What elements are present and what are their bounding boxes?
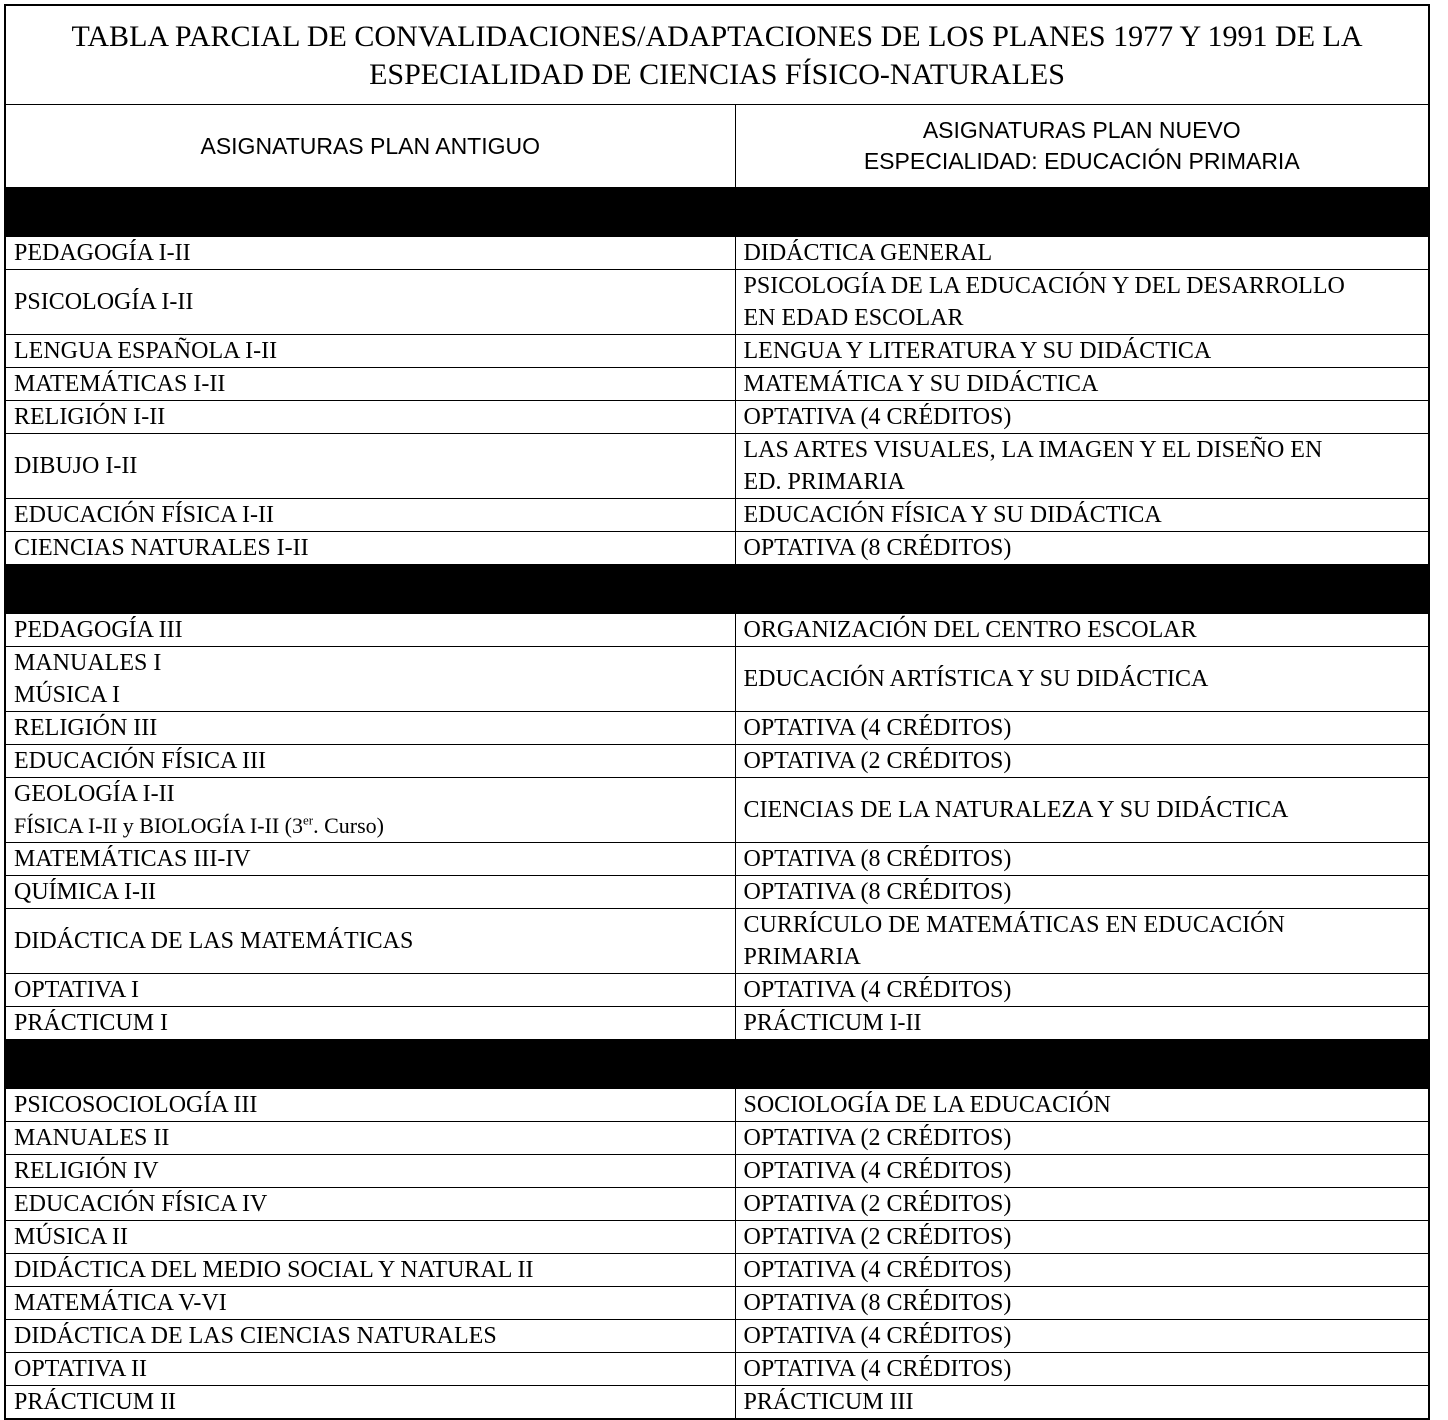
- new-subject-line: OPTATIVA (2 CRÉDITOS): [743, 1125, 1012, 1151]
- old-subject-cell: [5, 1386, 735, 1420]
- table-row: [5, 614, 1429, 647]
- new-subject-line: OPTATIVA (2 CRÉDITOS): [743, 748, 1012, 774]
- new-subject-line: ORGANIZACIÓN DEL CENTRO ESCOLAR: [743, 617, 1197, 643]
- new-subject-cell: [735, 1155, 1429, 1188]
- old-subject-cell: [5, 434, 735, 499]
- header-new-plan: [735, 105, 1429, 188]
- old-subject-line: EDUCACIÓN FÍSICA I-II: [14, 502, 274, 528]
- old-subject-line: MÚSICA II: [14, 1224, 129, 1250]
- new-subject-line: OPTATIVA (2 CRÉDITOS): [743, 1224, 1012, 1250]
- old-subject-cell: [5, 1155, 735, 1188]
- old-subject-line: MANUALES II: [14, 1125, 170, 1151]
- new-subject-line: OPTATIVA (4 CRÉDITOS): [743, 715, 1012, 741]
- old-subject-cell: [5, 974, 735, 1007]
- table-row: [5, 1254, 1429, 1287]
- header-new-plan-line-1: ASIGNATURAS PLAN NUEVO: [922, 117, 1241, 143]
- header-row: [5, 105, 1429, 188]
- table-row: [5, 974, 1429, 1007]
- old-subject-line: FÍSICA I-II y BIOLOGÍA I-II (3er. Curso): [14, 812, 385, 838]
- new-subject-line: OPTATIVA (4 CRÉDITOS): [743, 404, 1012, 430]
- new-subject-cell: [735, 647, 1429, 712]
- old-subject-cell: [5, 1188, 735, 1221]
- new-subject-cell: [735, 401, 1429, 434]
- new-subject-cell: [735, 1188, 1429, 1221]
- new-subject-line: PRÁCTICUM I-II: [743, 1010, 922, 1036]
- old-subject-cell: [5, 712, 735, 745]
- old-subject-cell: [5, 499, 735, 532]
- new-subject-cell: [735, 1221, 1429, 1254]
- old-subject-cell: [5, 532, 735, 565]
- section-band-cell-old: [5, 565, 735, 614]
- old-subject-cell: [5, 843, 735, 876]
- section-band: [5, 565, 1429, 614]
- section-band-cell-new: [735, 188, 1429, 237]
- section-band-cell-new: [735, 1040, 1429, 1089]
- old-subject-cell: [5, 647, 735, 712]
- old-subject-cell: [5, 1254, 735, 1287]
- section-band-cell-old: [5, 188, 735, 237]
- old-subject-line: PSICOSOCIOLOGÍA III: [14, 1092, 258, 1118]
- old-subject-cell: [5, 614, 735, 647]
- old-subject-suffix: . Curso): [313, 813, 385, 838]
- table-row: [5, 532, 1429, 565]
- old-subject-cell: [5, 1320, 735, 1353]
- table-row: [5, 368, 1429, 401]
- old-subject-line: PEDAGOGÍA I-II: [14, 240, 191, 266]
- new-subject-line: SOCIOLOGÍA DE LA EDUCACIÓN: [743, 1092, 1111, 1118]
- table-row: [5, 237, 1429, 270]
- new-subject-cell: [735, 1089, 1429, 1122]
- new-subject-cell: [735, 778, 1429, 843]
- document-page: [4, 4, 1428, 1420]
- new-subject-cell: [735, 368, 1429, 401]
- new-subject-cell: [735, 499, 1429, 532]
- table-row: [5, 909, 1429, 974]
- new-subject-line: CIENCIAS DE LA NATURALEZA Y SU DIDÁCTICA: [743, 797, 1289, 823]
- table-row: [5, 876, 1429, 909]
- new-subject-cell: [735, 1122, 1429, 1155]
- old-subject-cell: [5, 1221, 735, 1254]
- old-subject-line: CIENCIAS NATURALES I-II: [14, 535, 309, 561]
- new-subject-line: EDUCACIÓN FÍSICA Y SU DIDÁCTICA: [743, 502, 1162, 528]
- new-subject-cell: [735, 909, 1429, 974]
- old-subject-cell: [5, 335, 735, 368]
- table-row: [5, 1155, 1429, 1188]
- table-row: [5, 499, 1429, 532]
- convalidation-table: [4, 4, 1430, 1420]
- old-subject-cell: [5, 237, 735, 270]
- table-title: [5, 5, 1429, 105]
- title-line-2: ESPECIALIDAD DE CIENCIAS FÍSICO-NATURALES: [369, 58, 1065, 91]
- new-subject-cell: [735, 532, 1429, 565]
- new-subject-cell: [735, 745, 1429, 778]
- old-subject-line: GEOLOGÍA I-II: [14, 781, 175, 807]
- table-row: [5, 1007, 1429, 1040]
- section-band: [5, 1040, 1429, 1089]
- old-subject-line: DIBUJO I-II: [14, 453, 138, 479]
- old-subject-line: RELIGIÓN I-II: [14, 404, 166, 430]
- old-subject-line: RELIGIÓN IV: [14, 1158, 159, 1184]
- old-subject-line: PSICOLOGÍA I-II: [14, 289, 194, 315]
- old-subject-line: PRÁCTICUM II: [14, 1389, 177, 1415]
- table-row: [5, 1386, 1429, 1420]
- old-subject-line: RELIGIÓN III: [14, 715, 158, 741]
- new-subject-line: CURRÍCULO DE MATEMÁTICAS EN EDUCACIÓN: [743, 912, 1285, 938]
- old-subject-cell: [5, 876, 735, 909]
- new-subject-line: EDUCACIÓN ARTÍSTICA Y SU DIDÁCTICA: [743, 666, 1209, 692]
- old-subject-line: DIDÁCTICA DEL MEDIO SOCIAL Y NATURAL II: [14, 1257, 534, 1283]
- new-subject-cell: [735, 1287, 1429, 1320]
- old-subject-cell: [5, 1007, 735, 1040]
- old-subject-line: MATEMÁTICA V-VI: [14, 1290, 227, 1316]
- new-subject-line: OPTATIVA (2 CRÉDITOS): [743, 1191, 1012, 1217]
- new-subject-line: ED. PRIMARIA: [743, 469, 905, 495]
- old-subject-line: MATEMÁTICAS I-II: [14, 371, 226, 397]
- section-band-cell-new: [735, 565, 1429, 614]
- table-row: [5, 270, 1429, 335]
- old-subject-cell: [5, 778, 735, 843]
- title-line-1: TABLA PARCIAL DE CONVALIDACIONES/ADAPTACIONES DE LOS PLANES 1977 Y 1991 DE LA: [71, 20, 1363, 53]
- new-subject-line: OPTATIVA (8 CRÉDITOS): [743, 846, 1012, 872]
- new-subject-cell: [735, 1254, 1429, 1287]
- old-subject-cell: [5, 401, 735, 434]
- new-subject-cell: [735, 1007, 1429, 1040]
- new-subject-cell: [735, 237, 1429, 270]
- new-subject-cell: [735, 270, 1429, 335]
- table-row: [5, 1287, 1429, 1320]
- old-subject-line: OPTATIVA I: [14, 977, 139, 1003]
- old-subject-cell: [5, 909, 735, 974]
- new-subject-line: LENGUA Y LITERATURA Y SU DIDÁCTICA: [743, 338, 1212, 364]
- table-row: [5, 1221, 1429, 1254]
- old-subject-line: PEDAGOGÍA III: [14, 617, 183, 643]
- table-row: [5, 1320, 1429, 1353]
- table-row: [5, 647, 1429, 712]
- old-subject-line: MANUALES I: [14, 650, 162, 676]
- new-subject-cell: [735, 712, 1429, 745]
- new-subject-line: OPTATIVA (4 CRÉDITOS): [743, 1158, 1012, 1184]
- table-row: [5, 843, 1429, 876]
- new-subject-cell: [735, 876, 1429, 909]
- old-subject-cell: [5, 1089, 735, 1122]
- table-row: [5, 1089, 1429, 1122]
- table-row: [5, 745, 1429, 778]
- old-subject-cell: [5, 745, 735, 778]
- ordinal-superscript: er: [303, 812, 314, 828]
- new-subject-line: PRIMARIA: [743, 944, 861, 970]
- old-subject-cell: [5, 1353, 735, 1386]
- header-old-plan: ASIGNATURAS PLAN ANTIGUO: [5, 105, 735, 188]
- table-row: [5, 335, 1429, 368]
- old-subject-line: LENGUA ESPAÑOLA I-II: [14, 338, 278, 364]
- table-row: [5, 401, 1429, 434]
- new-subject-cell: [735, 843, 1429, 876]
- old-subject-cell: [5, 270, 735, 335]
- new-subject-line: DIDÁCTICA GENERAL: [743, 240, 993, 266]
- new-subject-cell: [735, 1353, 1429, 1386]
- new-subject-line: OPTATIVA (4 CRÉDITOS): [743, 977, 1012, 1003]
- old-subject-line: DIDÁCTICA DE LAS CIENCIAS NATURALES: [14, 1323, 497, 1349]
- old-subject-line: EDUCACIÓN FÍSICA IV: [14, 1191, 268, 1217]
- old-subject-line: PRÁCTICUM I: [14, 1010, 169, 1036]
- table-row: [5, 1353, 1429, 1386]
- old-subject-line: OPTATIVA II: [14, 1356, 147, 1382]
- new-subject-line: LAS ARTES VISUALES, LA IMAGEN Y EL DISEÑO EN: [743, 437, 1323, 463]
- old-subject-line: DIDÁCTICA DE LAS MATEMÁTICAS: [14, 928, 414, 954]
- new-subject-line: EN EDAD ESCOLAR: [743, 305, 964, 331]
- new-subject-cell: [735, 614, 1429, 647]
- new-subject-line: OPTATIVA (4 CRÉDITOS): [743, 1257, 1012, 1283]
- new-subject-line: OPTATIVA (8 CRÉDITOS): [743, 1290, 1012, 1316]
- new-subject-cell: [735, 335, 1429, 368]
- old-subject-line: MÚSICA I: [14, 682, 121, 708]
- old-subject-cell: [5, 368, 735, 401]
- header-new-plan-line-2: ESPECIALIDAD: EDUCACIÓN PRIMARIA: [863, 148, 1300, 174]
- table-row: [5, 712, 1429, 745]
- old-subject-line: MATEMÁTICAS III-IV: [14, 846, 251, 872]
- new-subject-cell: [735, 1320, 1429, 1353]
- new-subject-cell: [735, 434, 1429, 499]
- old-subject-line: EDUCACIÓN FÍSICA III: [14, 748, 266, 774]
- new-subject-cell: [735, 1386, 1429, 1420]
- new-subject-line: OPTATIVA (4 CRÉDITOS): [743, 1323, 1012, 1349]
- section-band: [5, 188, 1429, 237]
- new-subject-line: MATEMÁTICA Y SU DIDÁCTICA: [743, 371, 1099, 397]
- old-subject-cell: [5, 1122, 735, 1155]
- old-subject-cell: [5, 1287, 735, 1320]
- new-subject-line: PRÁCTICUM III: [743, 1389, 914, 1415]
- table-row: [5, 778, 1429, 843]
- table-row: [5, 1188, 1429, 1221]
- title-row: [5, 5, 1429, 105]
- new-subject-cell: [735, 974, 1429, 1007]
- new-subject-line: OPTATIVA (8 CRÉDITOS): [743, 879, 1012, 905]
- new-subject-line: PSICOLOGÍA DE LA EDUCACIÓN Y DEL DESARROLLO: [743, 273, 1345, 299]
- section-band-cell-old: [5, 1040, 735, 1089]
- table-row: [5, 1122, 1429, 1155]
- new-subject-line: OPTATIVA (4 CRÉDITOS): [743, 1356, 1012, 1382]
- new-subject-line: OPTATIVA (8 CRÉDITOS): [743, 535, 1012, 561]
- old-subject-line: QUÍMICA I-II: [14, 879, 156, 905]
- table-row: [5, 434, 1429, 499]
